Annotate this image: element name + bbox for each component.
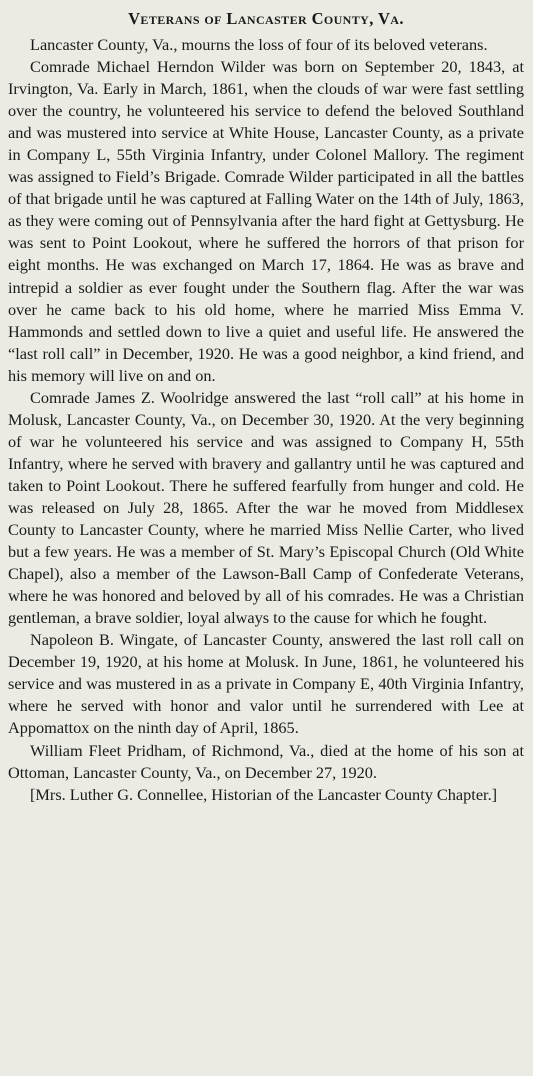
paragraph-pridham: William Fleet Pridham, of Richmond, Va., died at the home of his son at Ottoman, Lancaster County, Va., on December 27, 1920. [8,740,524,782]
article-title: Veterans of Lancaster County, Va. [128,9,404,28]
paragraph-wingate: Napoleon B. Wingate, of Lancaster County, answered the last roll call on December 19, 1920, at his home at Molusk. In June, 1861, he volunteered his service and was mustered in as a private in Company E, 40th Virginia Infantry, where he served with honor and valor until he surrendered with Lee at Appomattox on the ninth day of April, 1865. [8,630,524,738]
paragraph-intro: Lancaster County, Va., mourns the loss of four of its beloved veterans. [30,35,488,54]
paragraph-attribution: [Mrs. Luther G. Connellee, Historian of the Lancaster County Chapter.] [30,784,498,804]
paragraph-woolridge: Comrade James Z. Woolridge answered the last “roll call” at his home in Molusk, Lancaster County, Va., on December 30, 1920. At the very beginning of war he volunteered his service and was assigned to Company H, 55th Infantry, where he served with bravery and gallantry until he was captured and taken to Point Lookout. There he suffered fearfully from hunger and cold. He was released on July 28, 1865. After the war he moved from Middlesex County to Lancaster County, where he married Miss Nellie Carter, who lived but a few years. He was a member of St. Mary’s Episcopal Church (Old White Chapel), also a member of the Lawson-Ball Camp of Confederate Veterans, where he was honored and beloved by all of his comrades. He was a Christian gentleman, a brave soldier, loyal always to the cause for which he fought. [8,387,524,628]
paragraph-wilder: Comrade Michael Herndon Wilder was born on September 20, 1843, at Irvington, Va. Early in March, 1861, when the clouds of war were fast settling over the country, he volunteered his service to defend the beloved Southland and was mustered into service at White House, Lancaster County, as a private in Company L, 55th Virginia Infantry, under Colonel Mallory. The regiment was assigned to Field’s Brigade. Comrade Wilder participated in all the battles of that brigade until he was captured at Falling Water on the 14th of July, 1863, as they were coming out of Pennsylvania after the hard fight at Gettysburg. He was sent to Point Lookout, where he suffered the horrors of that prison for eight months. He was exchanged on March 17, 1864. He was as brave and intrepid a soldier as ever fought under the Southern flag. After the war was over he came back to his old home, where he married Miss Emma V. Hammonds and settled down to live a quiet and useful life. He answered the “last roll call” in December, 1920. He was a good neighbor, a kind friend, and his memory will live on and on. [8,57,524,385]
